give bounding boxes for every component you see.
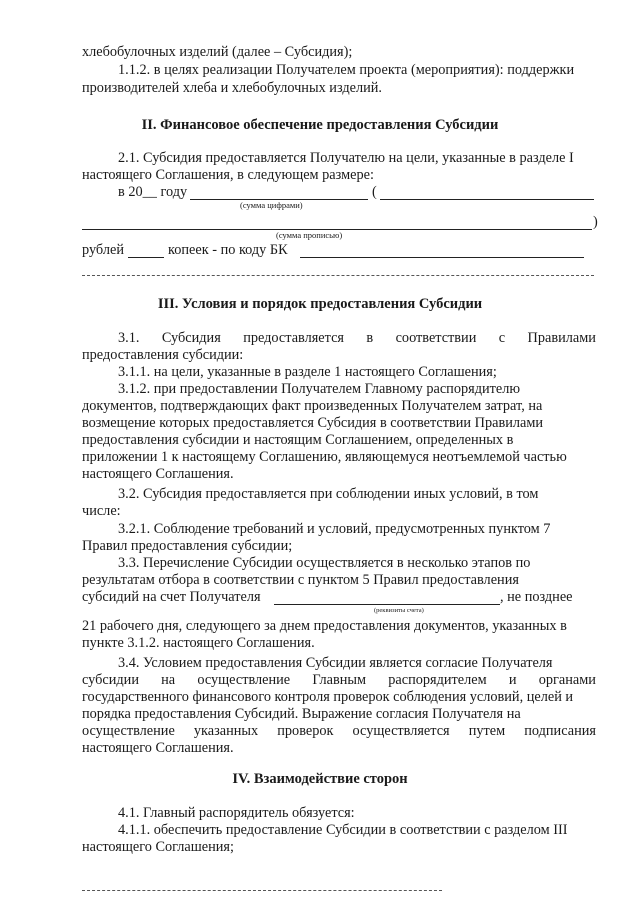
clause-3-3-line-3-end: , не позднее [500,589,573,605]
caption-sum-digits: (сумма цифрами) [240,200,303,210]
clause-2-1-line-1: 2.1. Субсидия предоставляется Получателю на цели, указанные в разделе I [118,150,574,166]
clause-3-4-line-5: осуществление указанных проверок осуществляется путем подписания [82,723,596,739]
close-paren: ) [593,214,598,230]
open-paren: ( [372,184,377,200]
section-2-heading: II. Финансовое обеспечение предоставления Субсидии [141,117,499,133]
clause-3-1-2-line-4: предоставления субсидии и настоящим Соглашением, определенных в [82,432,514,448]
section-4-heading: IV. Взаимодействие сторон [232,771,408,787]
clause-3-3-line-3-start: субсидий на счет Получателя [82,589,261,605]
clause-3-2-1-line-1: 3.2.1. Соблюдение требований и условий, предусмотренных пунктом 7 [118,521,551,537]
clause-3-2-line-1: 3.2. Субсидия предоставляется при соблюдении иных условий, в том [118,486,539,502]
clause-3-1-1: 3.1.1. на цели, указанные в разделе 1 настоящего Соглашения; [118,364,497,380]
clause-3-4-line-2: субсидии на осуществление Главным распорядителем и органами [82,672,596,688]
rubles-label: рублей [82,242,124,258]
clause-4-1: 4.1. Главный распорядитель обязуется: [118,805,355,821]
clause-3-1-2-line-2: документов, подтверждающих факт произведенных Получателем затрат, на [82,398,543,414]
bk-code-blank [300,257,584,258]
caption-sum-words: (сумма прописью) [276,230,343,240]
bk-continuation-rule [82,275,594,276]
kopecks-bk-label: копеек - по коду БК [168,242,288,258]
clause-1-1-2-line-1: 1.1.2. в целях реализации Получателем проекта (мероприятия): поддержки [118,62,575,78]
section-3-heading: III. Условия и порядок предоставления Субсидии [157,296,483,312]
clause-1-1-2-line-2: производителей хлеба и хлебобулочных изделий. [82,80,382,96]
clause-3-4-line-4: порядка предоставления Субсидий. Выражение согласия Получателя на [82,706,521,722]
year-label: в 20__ году [118,184,188,200]
caption-account-details: (реквизиты счета) [374,607,424,614]
intro-line: хлебобулочных изделий (далее – Субсидия); [82,44,353,60]
clause-3-3-line-5: пункте 3.1.2. настоящего Соглашения. [82,635,315,651]
clause-2-1-line-2: настоящего Соглашения, в следующем размере: [82,167,374,183]
clause-3-1-2-line-1: 3.1.2. при предоставлении Получателем Главному распорядителю [118,381,521,397]
clause-3-4-line-1: 3.4. Условием предоставления Субсидии является согласие Получателя [118,655,553,671]
clause-3-1-2-line-6: настоящего Соглашения. [82,466,234,482]
clause-3-1-2-line-3: возмещение которых предоставляется Субсидия в соответствии Правилами [82,415,544,431]
clause-3-4-line-3: государственного финансового контроля проверок соблюдения условий, целей и [82,689,574,705]
rubles-blank [128,257,164,258]
clause-4-1-1-line-2: настоящего Соглашения; [82,839,234,855]
clause-4-1-1-line-1: 4.1.1. обеспечить предоставление Субсидии в соответствии с разделом III [118,822,568,838]
clause-3-1-line-1: 3.1. Субсидия предоставляется в соответствии с Правилами [118,330,596,346]
clause-3-3-line-1: 3.3. Перечисление Субсидии осуществляется в несколько этапов по [118,555,531,571]
clause-3-2-line-2: числе: [82,503,121,519]
account-details-blank [274,604,500,605]
clause-3-1-2-line-5: приложении 1 к настоящему Соглашению, являющемуся неотъемлемой частью [82,449,567,465]
clause-3-1-line-2: предоставления субсидии: [82,347,244,363]
sum-digits-blank-2 [380,199,594,200]
clause-3-4-line-6: настоящего Соглашения. [82,740,234,756]
clause-3-3-line-4: 21 рабочего дня, следующего за днем предоставления документов, указанных в [82,618,567,634]
clause-3-2-1-line-2: Правил предоставления субсидии; [82,538,293,554]
footer-rule [82,890,442,891]
clause-3-3-line-2: результатам отбора в соответствии с пунктом 5 Правил предоставления [82,572,519,588]
